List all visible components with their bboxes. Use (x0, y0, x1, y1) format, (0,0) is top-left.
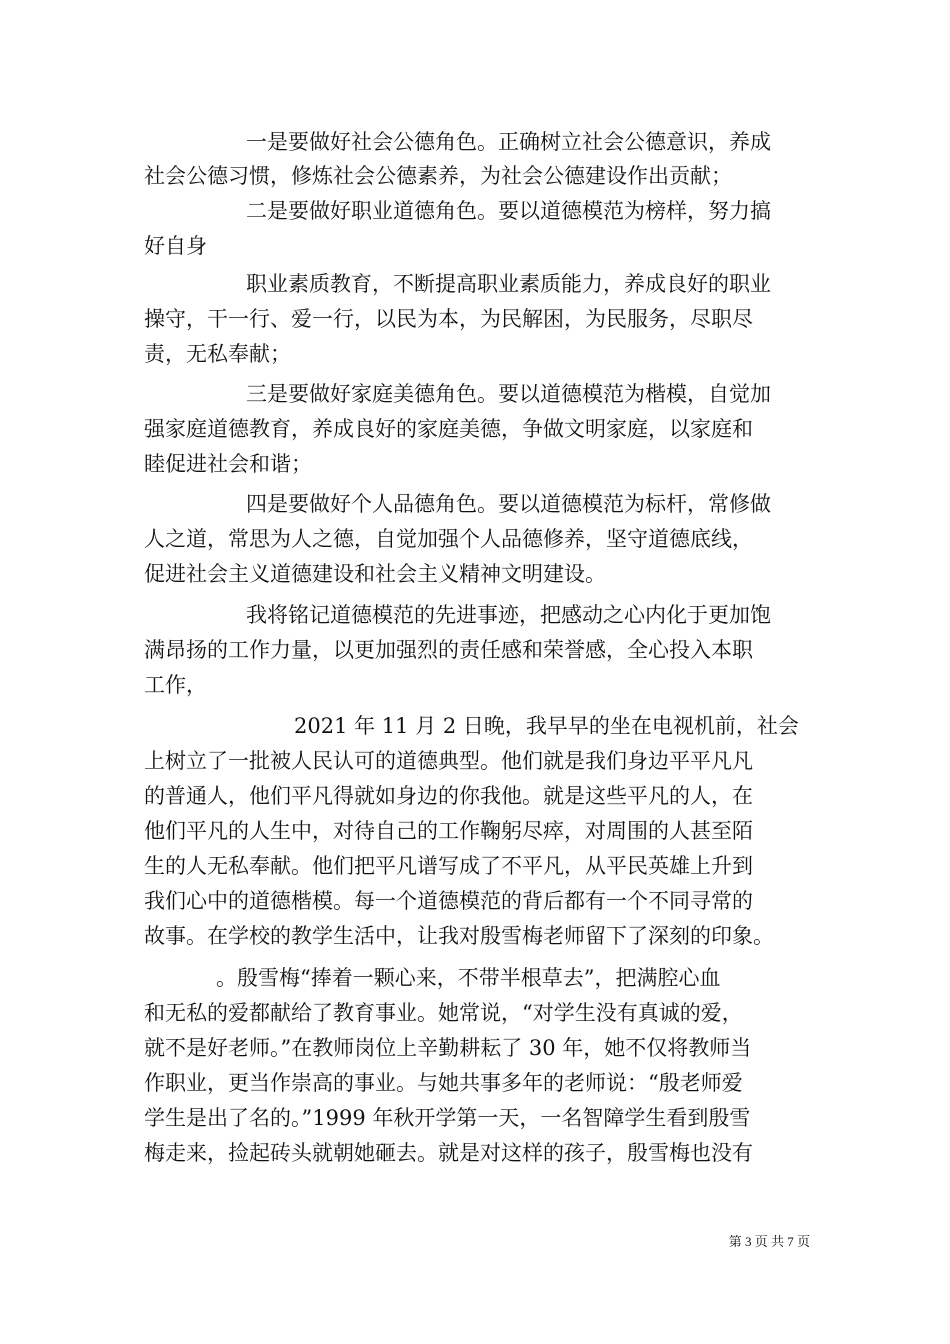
text-line: 学生是出了名的。”1999 年秋开学第一天，一名智障学生看到殷雪 (144, 1106, 751, 1130)
text-line: 操守，干一行、爱一行，以民为本，为民解困，为民服务，尽职尽 (144, 307, 753, 331)
text-line: 和无私的爱都献给了教育事业。她常说，“对学生没有真诚的爱， (144, 1001, 743, 1025)
text-line: 他们平凡的人生中，对待自己的工作鞠躬尽瘁，对周围的人甚至陌 (144, 819, 753, 843)
text-line: 社会公德习惯，修炼社会公德素养，为社会公德建设作出贡献； (144, 164, 732, 188)
text-line: 好自身 (144, 234, 207, 258)
text-line: 睦促进社会和谐； (144, 452, 312, 476)
text-line: 职业素质教育，不断提高职业素质能力，养成良好的职业 (246, 272, 771, 296)
text-line: 二是要做好职业道德角色。要以道德模范为榜样，努力搞 (246, 199, 771, 223)
text-line: 2021 年 11 月 2 日晚，我早早的坐在电视机前，社会 (294, 714, 799, 738)
text-line: 就不是好老师。”在教师岗位上辛勤耕耘了 30 年，她不仅将教师当 (144, 1036, 752, 1060)
text-line: 我将铭记道德模范的先进事迹，把感动之心内化于更加饱 (246, 603, 771, 627)
text-line: 四是要做好个人品德角色。要以道德模范为标杆，常修做 (246, 492, 771, 516)
text-line: 。殷雪梅“捧着一颗心来，不带半根草去”，把满腔心血 (216, 966, 721, 990)
text-line: 促进社会主义道德建设和社会主义精神文明建设。 (144, 562, 606, 586)
text-line: 一是要做好社会公德角色。正确树立社会公德意识，养成 (246, 130, 771, 154)
text-line: 满昂扬的工作力量，以更加强烈的责任感和荣誉感，全心投入本职 (144, 638, 753, 662)
text-line: 人之道，常思为人之德，自觉加强个人品德修养，坚守道德底线， (144, 527, 753, 551)
text-line: 我们心中的道德楷模。每一个道德模范的背后都有一个不同寻常的 (144, 889, 753, 913)
page-number-footer: 第 3 页 共 7 页 (728, 1234, 810, 1249)
text-line: 作职业，更当作崇高的事业。与她共事多年的老师说：“殷老师爱 (144, 1071, 743, 1095)
text-line: 工作， (144, 673, 207, 697)
text-line: 强家庭道德教育，养成良好的家庭美德，争做文明家庭，以家庭和 (144, 417, 753, 441)
text-line: 责，无私奉献； (144, 342, 291, 366)
text-line: 上树立了一批被人民认可的道德典型。他们就是我们身边平平凡凡 (144, 749, 753, 773)
text-line: 梅走来，捡起砖头就朝她砸去。就是对这样的孩子，殷雪梅也没有 (144, 1141, 753, 1165)
text-line: 生的人无私奉献。他们把平凡谱写成了不平凡，从平民英雄上升到 (144, 854, 753, 878)
text-line: 三是要做好家庭美德角色。要以道德模范为楷模，自觉加 (246, 382, 771, 406)
text-line: 的普通人，他们平凡得就如身边的你我他。就是这些平凡的人，在 (144, 784, 753, 808)
text-line: 故事。在学校的教学生活中，让我对殷雪梅老师留下了深刻的印象。 (144, 924, 774, 948)
